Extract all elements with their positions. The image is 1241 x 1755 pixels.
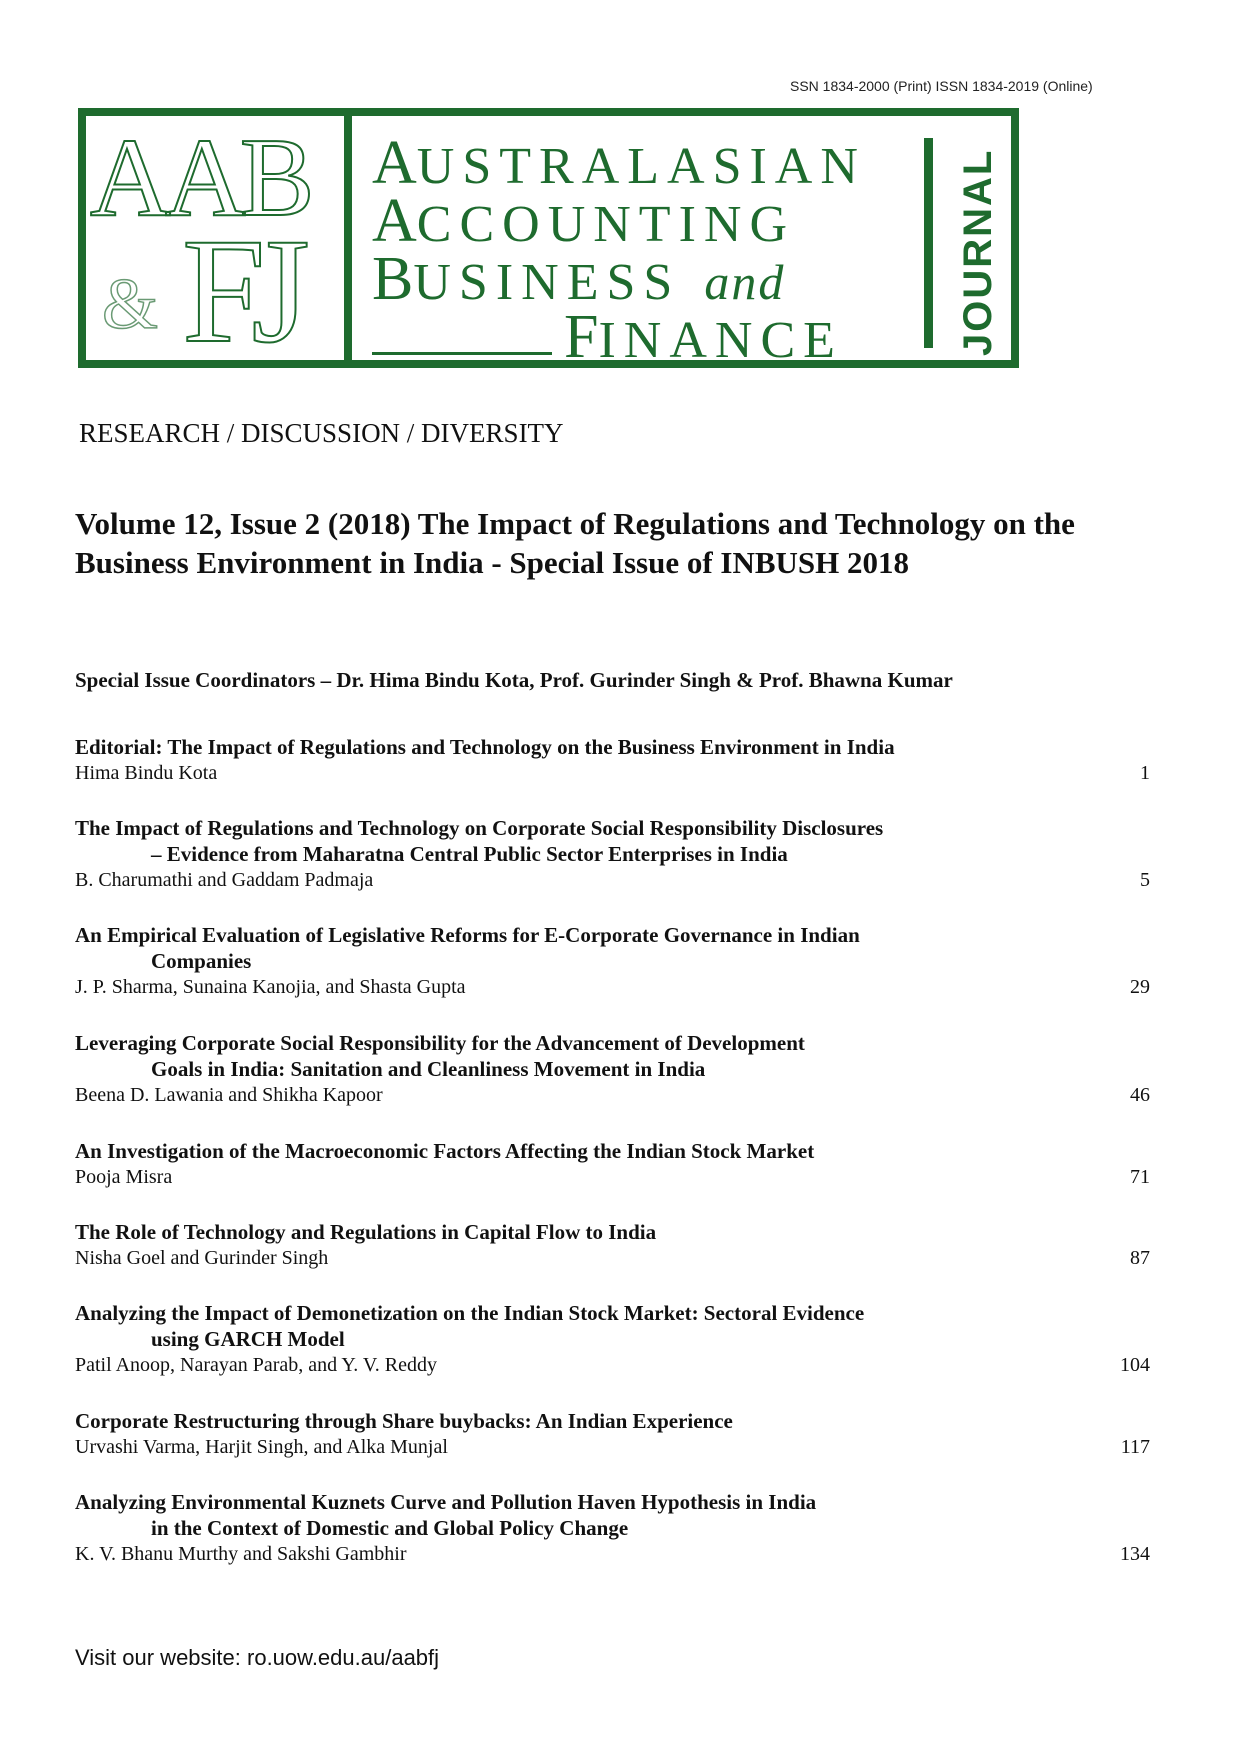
toc-entry: [75, 1489, 1150, 1567]
issn-line: SSN 1834-2000 (Print) ISSN 1834-2019 (Online): [790, 78, 1093, 94]
article-authors: B. Charumathi and Gaddam Padmaja: [75, 869, 374, 891]
toc-entry: [75, 815, 1150, 893]
article-title[interactable]: Editorial: The Impact of Regulations and Technology on the Business Environment in India: [75, 735, 895, 759]
wordmark-australasian: AUSTRALASIAN: [372, 129, 866, 197]
toc-entry: [75, 1219, 1150, 1271]
wordmark-finance: FINANCE: [372, 306, 843, 368]
article-title[interactable]: An Empirical Evaluation of Legislative Reforms for E-Corporate Governance in Indian Companies: [75, 923, 860, 973]
article-page: 5: [1140, 869, 1150, 891]
wordmark-rule: [372, 352, 552, 355]
toc-entry: [75, 1138, 1150, 1190]
monogram-aab: AAB: [90, 116, 309, 240]
article-authors: Urvashi Varma, Harjit Singh, and Alka Munjal: [75, 1436, 448, 1458]
article-page: 117: [1120, 1436, 1150, 1458]
section-label: RESEARCH / DISCUSSION / DIVERSITY: [79, 418, 564, 448]
wordmark-accounting: ACCOUNTING: [372, 187, 795, 255]
article-authors: Pooja Misra: [75, 1166, 173, 1188]
logo-monogram: [86, 116, 344, 374]
wordmark-business: BUSINESS and: [372, 245, 786, 313]
toc-entry: [75, 1030, 1150, 1108]
toc-entry: [75, 922, 1150, 1000]
article-title[interactable]: Analyzing Environmental Kuznets Curve and Pollution Haven Hypothesis in India in the Context of Domestic and Global Policy Change: [75, 1490, 817, 1540]
article-authors: Nisha Goel and Gurinder Singh: [75, 1247, 329, 1269]
article-title[interactable]: Corporate Restructuring through Share buybacks: An Indian Experience: [75, 1409, 733, 1433]
article-authors: Patil Anoop, Narayan Parab, and Y. V. Reddy: [75, 1354, 438, 1376]
article-page: 104: [1120, 1354, 1150, 1376]
toc-entry: [75, 1408, 1150, 1460]
monogram-fj: FJ: [182, 208, 296, 374]
article-page: 87: [1130, 1247, 1150, 1269]
article-page: 46: [1130, 1084, 1150, 1106]
website-footer[interactable]: Visit our website: ro.uow.edu.au/aabfj: [75, 1645, 440, 1670]
monogram-ampersand: &: [102, 264, 159, 344]
article-authors: J. P. Sharma, Sunaina Kanojia, and Shasta Gupta: [75, 976, 466, 998]
article-authors: Hima Bindu Kota: [75, 762, 218, 784]
issue-headline: Volume 12, Issue 2 (2018) The Impact of Regulations and Technology on the Business Environment in India - Special Issue of INBUSH 2018: [75, 506, 1075, 580]
article-authors: K. V. Bhanu Murthy and Sakshi Gambhir: [75, 1543, 407, 1565]
article-title[interactable]: The Role of Technology and Regulations in Capital Flow to India: [75, 1220, 657, 1244]
article-authors: Beena D. Lawania and Shikha Kapoor: [75, 1084, 383, 1106]
special-issue-coordinators: Special Issue Coordinators – Dr. Hima Bindu Kota, Prof. Gurinder Singh & Prof. Bhawna Kumar: [75, 668, 953, 692]
logo-wordmark: [352, 116, 1011, 371]
wordmark-divider: [924, 138, 933, 348]
article-title[interactable]: Analyzing the Impact of Demonetization on the Indian Stock Market: Sectoral Evidence using GARCH Model: [75, 1301, 865, 1351]
wordmark-journal: JOURNAL: [956, 148, 1000, 356]
toc-entry: [75, 1300, 1150, 1378]
article-page: 29: [1130, 976, 1150, 998]
article-title[interactable]: An Investigation of the Macroeconomic Factors Affecting the Indian Stock Market: [75, 1139, 815, 1163]
article-page: 134: [1120, 1543, 1150, 1565]
journal-logo: [78, 108, 1019, 374]
toc-entry: [75, 734, 1150, 786]
article-page: 1: [1140, 762, 1150, 784]
article-page: 71: [1130, 1166, 1150, 1188]
article-title[interactable]: Leveraging Corporate Social Responsibility for the Advancement of Development Goals in India: Sanitation and Cleanliness Movement in India: [75, 1031, 805, 1081]
article-title[interactable]: The Impact of Regulations and Technology on Corporate Social Responsibility Disclosures – Evidence from Maharatna Central Public Sector Enterprises in India: [75, 816, 884, 866]
